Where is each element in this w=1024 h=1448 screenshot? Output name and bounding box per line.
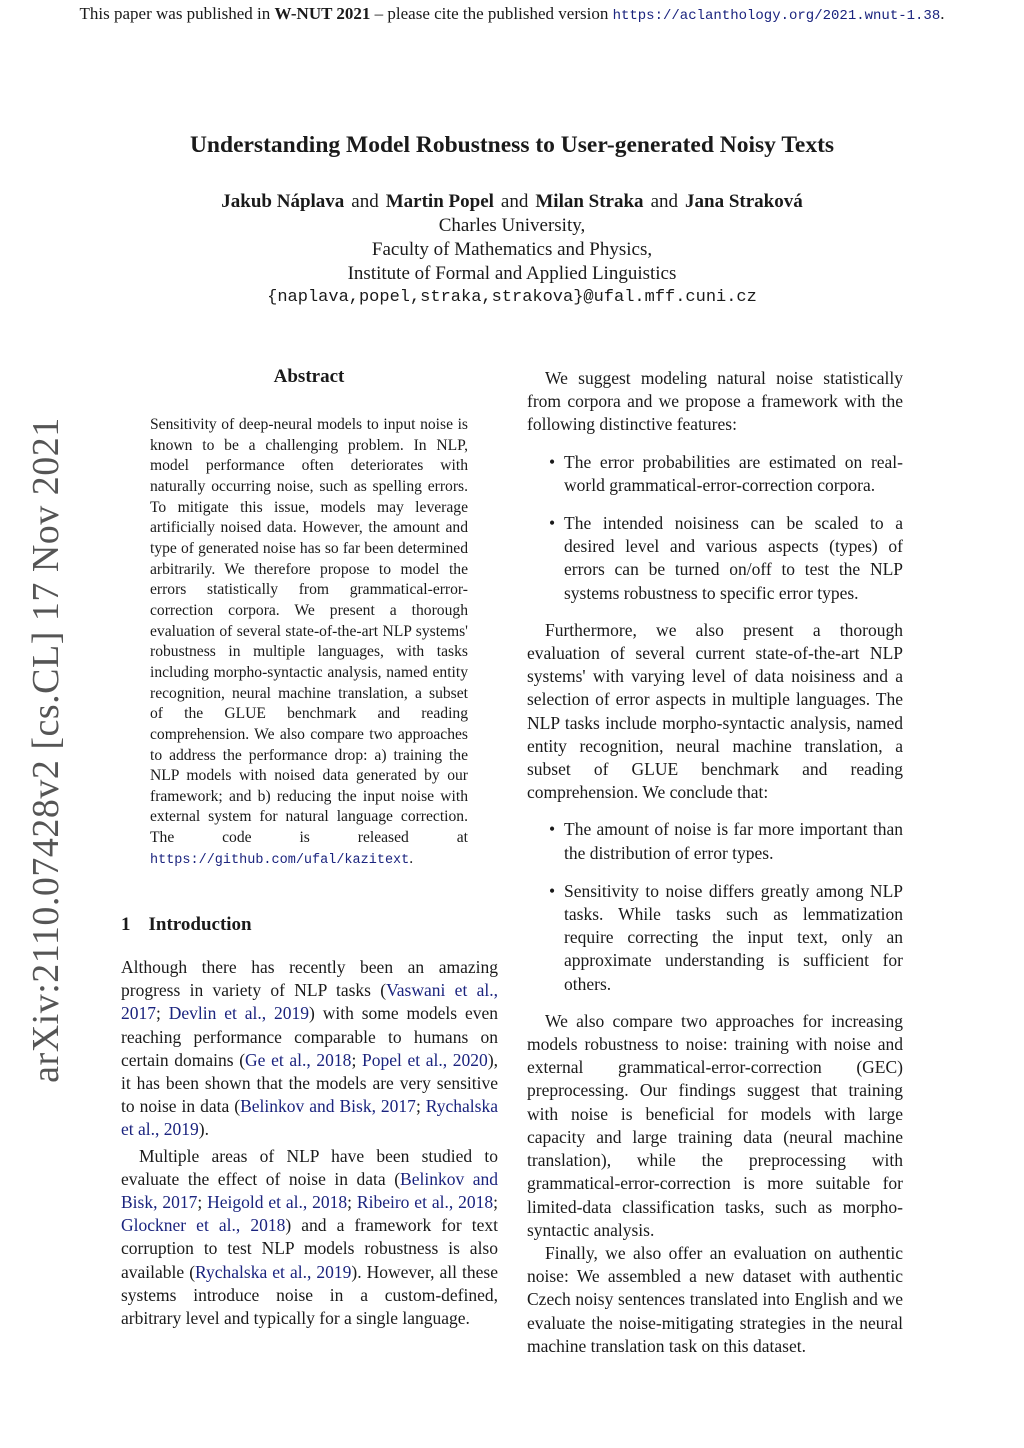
text-run: ; — [197, 1192, 208, 1213]
list-item-text: The amount of noise is far more important than the distribution of error types. — [564, 819, 903, 863]
bullet-icon: • — [549, 819, 556, 840]
author-email[interactable]: {naplava,popel,straka,strakova}@ufal.mff.cuni.cz — [267, 288, 757, 307]
citation-link[interactable]: Rychalska et al., 2019 — [121, 1096, 498, 1140]
text-run: ; — [493, 1192, 498, 1213]
author-conj: and — [351, 191, 379, 212]
citation-link[interactable]: Ge et al., 2018 — [245, 1049, 352, 1070]
left-column-text — [121, 956, 498, 1330]
intro-paragraph-1 — [121, 956, 498, 1142]
list-item — [527, 512, 903, 605]
citation-link[interactable]: Ribeiro et al., 2018 — [356, 1192, 494, 1213]
citation-link[interactable]: Glockner et al., 2018 — [121, 1215, 286, 1236]
paragraph: We suggest modeling natural noise statistically from corpora and we propose a framework with the following distinctive features: — [527, 368, 903, 435]
author-conj: and — [500, 191, 529, 212]
text-run: ; — [156, 1003, 169, 1024]
section-heading-introduction — [121, 914, 270, 936]
abstract-heading: Abstract — [273, 366, 345, 387]
text-run: ; — [351, 1049, 362, 1070]
text-run: ) and a framework for text corruption to test NLP models robustness is also available ( — [121, 1215, 498, 1282]
intro-paragraph-2 — [121, 1145, 498, 1331]
affiliation-line: Charles University, — [438, 215, 586, 236]
text-run: Multiple areas of NLP have been studied to evaluate the effect of noise in data ( — [121, 1145, 498, 1189]
citation-link[interactable]: Rychalska et al., 2019 — [195, 1261, 352, 1282]
text-run: ). — [198, 1119, 209, 1140]
citation-link[interactable]: Devlin et al., 2019 — [168, 1003, 310, 1024]
venue: W-NUT 2021 — [274, 4, 371, 23]
text-run: ), it has been shown that the models are very sensitive to noise in data ( — [121, 1049, 499, 1117]
list-item — [527, 880, 903, 996]
list-item — [527, 818, 903, 864]
list-item-text: The error probabilities are estimated on real-world grammatical-error-correction corpora. — [564, 451, 903, 495]
list-item-text: Sensitivity to noise differs greatly among NLP tasks. While tasks such as lemmatization require correcting the input text, only an approximate understanding is sufficient for others. — [564, 880, 903, 994]
author-name: Jana Straková — [685, 191, 803, 212]
pub-prefix: This paper was published in — [79, 4, 275, 23]
paragraph: Furthermore, we also present a thorough evaluation of several current state-of-the-art NLP systems' with varying level of data noisiness and a selection of error aspects in multiple languages. The NLP tasks include morpho-syntactic analysis, named entity recognition, neural machine translation, a subset of GLUE benchmark and reading comprehension. We conclude that: — [527, 619, 903, 803]
author-conj: and — [650, 191, 678, 212]
list-item — [527, 451, 903, 497]
text-run: ). However, all these systems introduce noise in a custom-defined, arbitrary level and typically for a single language. — [121, 1261, 498, 1329]
citation-link[interactable]: Belinkov and Bisk, 2017 — [121, 1168, 498, 1213]
abstract-body — [150, 415, 468, 871]
text-run: Although there has recently been an amazing progress in variety of NLP tasks ( — [121, 957, 498, 1001]
section-title: Introduction — [148, 914, 252, 935]
affiliation-line: Faculty of Mathematics and Physics, — [371, 239, 653, 260]
pub-end: . — [940, 4, 945, 23]
author-block — [0, 190, 1024, 310]
published-version-link[interactable]: https://aclanthology.org/2021.wnut-1.38 — [612, 8, 941, 24]
citation-link[interactable]: Vaswani et al., 2017 — [121, 980, 498, 1024]
text-run: ; — [347, 1192, 357, 1213]
author-name: Milan Straka — [535, 191, 644, 212]
citation-link[interactable]: Heigold et al., 2018 — [207, 1192, 348, 1213]
section-number: 1 — [121, 914, 131, 935]
citation-link[interactable]: Popel et al., 2020 — [361, 1049, 488, 1070]
pub-suffix: – please cite the published version — [370, 4, 613, 23]
author-line — [0, 190, 1024, 214]
text-run: ; — [415, 1096, 426, 1117]
abstract-end: . — [409, 849, 414, 867]
right-column-text — [527, 367, 903, 1358]
arxiv-stamp: arXiv:2110.07428v2 [cs.CL] 17 Nov 2021 — [25, 417, 67, 1083]
citation-link[interactable]: Belinkov and Bisk, 2017 — [240, 1096, 416, 1117]
affiliation-line: Institute of Formal and Applied Linguistics — [347, 263, 677, 284]
author-name: Jakub Náplava — [221, 191, 345, 212]
bullet-icon: • — [549, 513, 556, 534]
publication-note — [0, 4, 1024, 24]
text-run: ) with some models even reaching performance comparable to humans on certain domains ( — [121, 1003, 499, 1070]
list-item-text: The intended noisiness can be scaled to a desired level and various aspects (types) of errors can be turned on/off to test the NLP systems robustness to specific error types. — [564, 513, 903, 603]
feature-list — [527, 451, 903, 605]
abstract-text: Sensitivity of deep-neural models to input noise is known to be a challenging problem. In NLP, model performance often deteriorates with naturally occurring noise, such as spelling errors. To mitigate this issue, models may leverage artificially noised data. However, the amount and type of generated noise has so far been determined arbitrarily. We therefore propose to model the errors statistically from grammatical-error-correction corpora. We present a thorough evaluation of several state-of-the-art NLP systems' robustness in multiple languages, with tasks including morpho-syntactic analysis, named entity recognition, neural machine translation, a subset of the GLUE benchmark and reading comprehension. We also compare two approaches to address the performance drop: a) training the NLP models with noised data generated by our framework; and b) reducing the input noise with external system for natural language correction. The code is released at — [150, 416, 468, 847]
bullet-icon: • — [549, 451, 556, 472]
paper-title: Understanding Model Robustness to User-generated Noisy Texts — [189, 132, 835, 158]
paragraph: Finally, we also offer an evaluation on authentic noise: We assembled a new dataset with authentic Czech noisy sentences translated into English and we evaluate the noise-mitigating strategies in the neural machine translation task on this dataset. — [527, 1242, 903, 1356]
conclusion-list — [527, 818, 903, 995]
bullet-icon: • — [549, 880, 556, 901]
code-link[interactable]: https://github.com/ufal/kazitext — [150, 852, 410, 868]
paragraph: We also compare two approaches for increasing models robustness to noise: training with noise and external grammatical-error-correction (GEC) preprocessing. Our findings suggest that training with noise is beneficial for models with large capacity and large training data (neural machine translation), while the preprocessing with grammatical-error-correction is more suitable for limited-data classification tasks, such as morpho-syntactic analysis. — [527, 1010, 903, 1240]
author-name: Martin Popel — [385, 191, 494, 212]
